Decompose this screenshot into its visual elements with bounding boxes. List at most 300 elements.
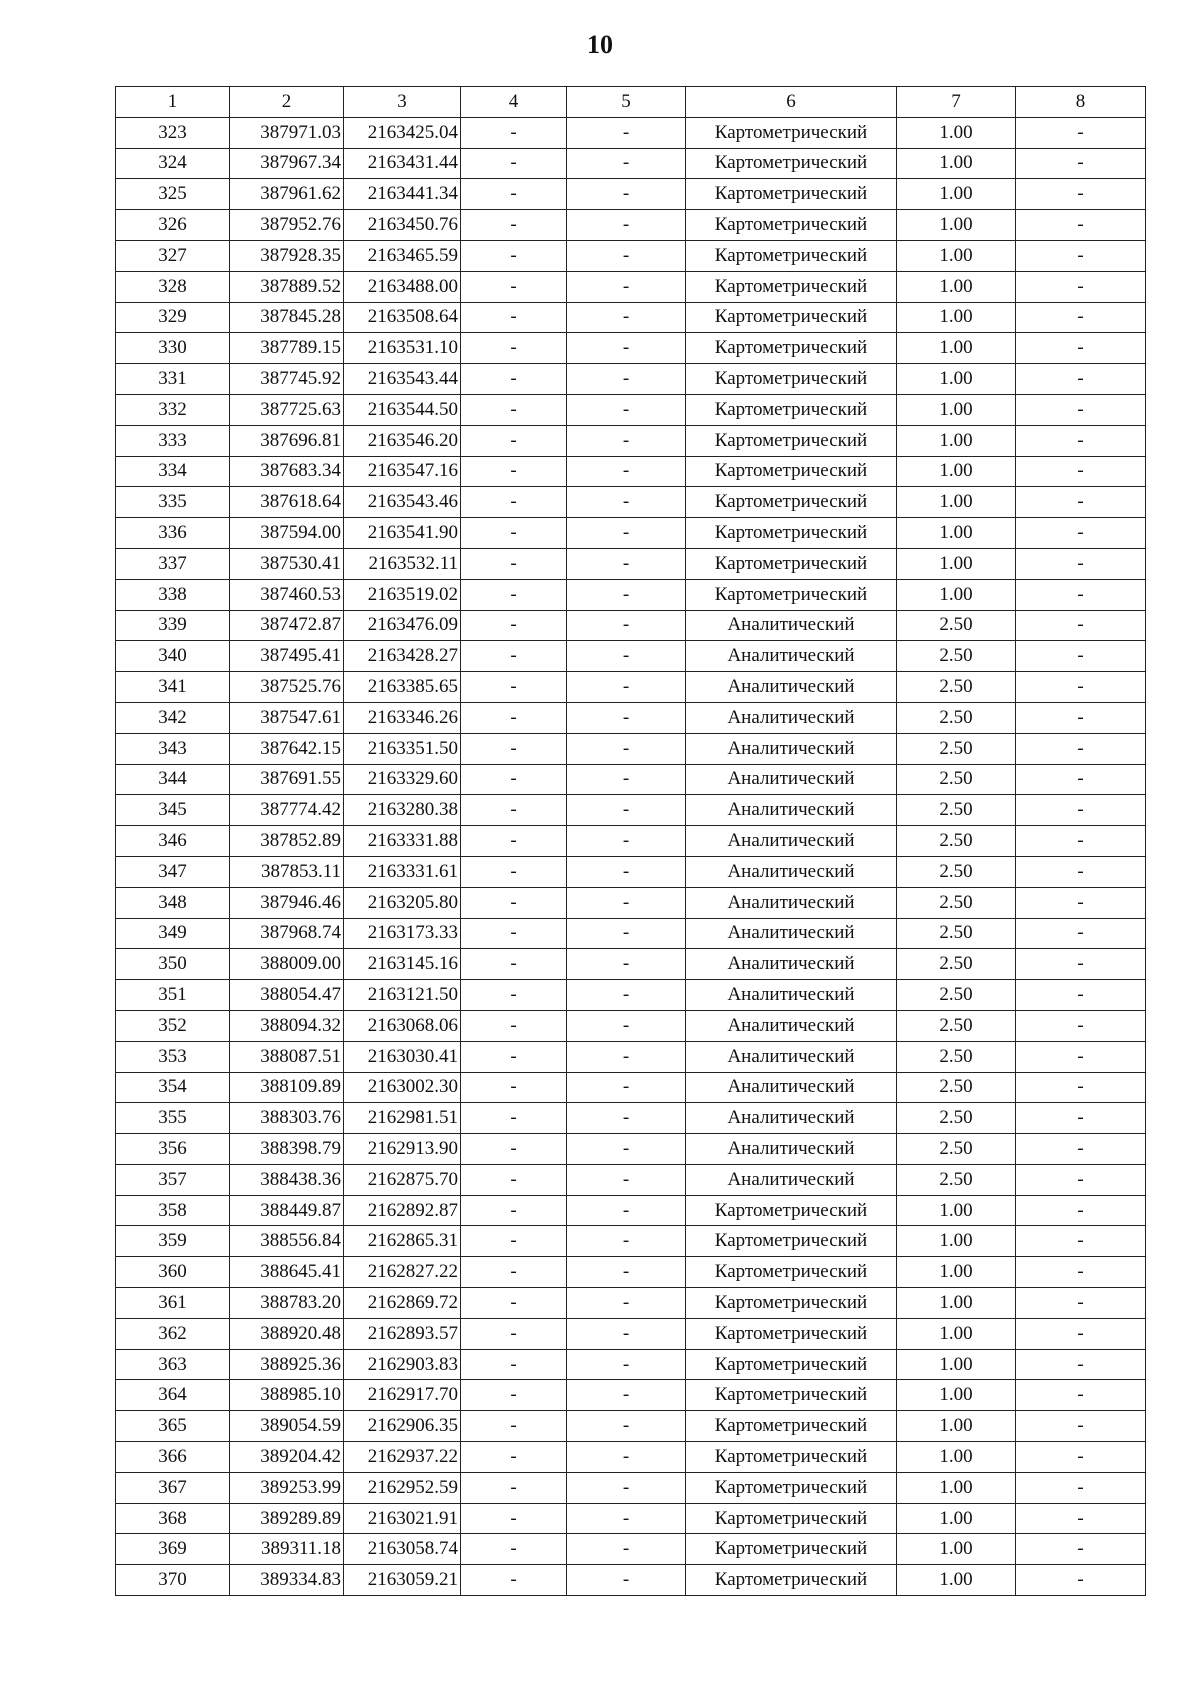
column-5-cell: - bbox=[567, 333, 686, 364]
column-4-cell: - bbox=[461, 1226, 567, 1257]
method-cell: Картометрический bbox=[686, 548, 897, 579]
x-coordinate-cell: 389253.99 bbox=[230, 1472, 344, 1503]
table-body bbox=[116, 117, 1146, 1595]
x-coordinate-cell: 388109.89 bbox=[230, 1072, 344, 1103]
table-row bbox=[116, 1041, 1146, 1072]
column-4-cell: - bbox=[461, 1195, 567, 1226]
column-4-cell: - bbox=[461, 795, 567, 826]
point-number-cell: 361 bbox=[116, 1288, 230, 1319]
accuracy-cell: 1.00 bbox=[897, 1195, 1016, 1226]
accuracy-cell: 1.00 bbox=[897, 1288, 1016, 1319]
point-number-cell: 369 bbox=[116, 1534, 230, 1565]
method-cell: Картометрический bbox=[686, 425, 897, 456]
column-5-cell: - bbox=[567, 1503, 686, 1534]
accuracy-cell: 1.00 bbox=[897, 394, 1016, 425]
column-4-cell: - bbox=[461, 1503, 567, 1534]
column-5-cell: - bbox=[567, 148, 686, 179]
accuracy-cell: 1.00 bbox=[897, 302, 1016, 333]
column-8-cell: - bbox=[1016, 1565, 1146, 1596]
column-5-cell: - bbox=[567, 210, 686, 241]
method-cell: Аналитический bbox=[686, 1103, 897, 1134]
table-row bbox=[116, 579, 1146, 610]
x-coordinate-cell: 387618.64 bbox=[230, 487, 344, 518]
y-coordinate-cell: 2163030.41 bbox=[344, 1041, 461, 1072]
point-number-cell: 370 bbox=[116, 1565, 230, 1596]
column-4-cell: - bbox=[461, 579, 567, 610]
column-5-cell: - bbox=[567, 179, 686, 210]
method-cell: Картометрический bbox=[686, 1195, 897, 1226]
method-cell: Аналитический bbox=[686, 641, 897, 672]
x-coordinate-cell: 387971.03 bbox=[230, 117, 344, 148]
column-8-cell: - bbox=[1016, 1041, 1146, 1072]
column-5-cell: - bbox=[567, 1380, 686, 1411]
accuracy-cell: 1.00 bbox=[897, 179, 1016, 210]
column-header: 6 bbox=[686, 87, 897, 118]
y-coordinate-cell: 2163546.20 bbox=[344, 425, 461, 456]
point-number-cell: 328 bbox=[116, 271, 230, 302]
column-5-cell: - bbox=[567, 302, 686, 333]
y-coordinate-cell: 2163465.59 bbox=[344, 240, 461, 271]
point-number-cell: 341 bbox=[116, 672, 230, 703]
y-coordinate-cell: 2163547.16 bbox=[344, 456, 461, 487]
method-cell: Картометрический bbox=[686, 1503, 897, 1534]
column-8-cell: - bbox=[1016, 795, 1146, 826]
method-cell: Аналитический bbox=[686, 672, 897, 703]
table-row bbox=[116, 702, 1146, 733]
x-coordinate-cell: 388783.20 bbox=[230, 1288, 344, 1319]
y-coordinate-cell: 2162906.35 bbox=[344, 1411, 461, 1442]
column-4-cell: - bbox=[461, 672, 567, 703]
method-cell: Аналитический bbox=[686, 1134, 897, 1165]
column-5-cell: - bbox=[567, 1164, 686, 1195]
point-number-cell: 352 bbox=[116, 1010, 230, 1041]
table-row bbox=[116, 240, 1146, 271]
y-coordinate-cell: 2163331.88 bbox=[344, 826, 461, 857]
y-coordinate-cell: 2162917.70 bbox=[344, 1380, 461, 1411]
column-4-cell: - bbox=[461, 1164, 567, 1195]
column-4-cell: - bbox=[461, 364, 567, 395]
column-4-cell: - bbox=[461, 1565, 567, 1596]
column-5-cell: - bbox=[567, 240, 686, 271]
column-4-cell: - bbox=[461, 117, 567, 148]
column-header: 1 bbox=[116, 87, 230, 118]
method-cell: Картометрический bbox=[686, 1565, 897, 1596]
column-4-cell: - bbox=[461, 394, 567, 425]
table-row bbox=[116, 610, 1146, 641]
accuracy-cell: 2.50 bbox=[897, 1103, 1016, 1134]
method-cell: Картометрический bbox=[686, 1288, 897, 1319]
column-header: 2 bbox=[230, 87, 344, 118]
y-coordinate-cell: 2163425.04 bbox=[344, 117, 461, 148]
column-5-cell: - bbox=[567, 1195, 686, 1226]
accuracy-cell: 1.00 bbox=[897, 117, 1016, 148]
column-8-cell: - bbox=[1016, 210, 1146, 241]
column-8-cell: - bbox=[1016, 425, 1146, 456]
column-4-cell: - bbox=[461, 1288, 567, 1319]
column-8-cell: - bbox=[1016, 579, 1146, 610]
point-number-cell: 332 bbox=[116, 394, 230, 425]
column-5-cell: - bbox=[567, 425, 686, 456]
column-4-cell: - bbox=[461, 641, 567, 672]
accuracy-cell: 2.50 bbox=[897, 641, 1016, 672]
accuracy-cell: 2.50 bbox=[897, 1134, 1016, 1165]
point-number-cell: 368 bbox=[116, 1503, 230, 1534]
y-coordinate-cell: 2163059.21 bbox=[344, 1565, 461, 1596]
x-coordinate-cell: 387967.34 bbox=[230, 148, 344, 179]
column-8-cell: - bbox=[1016, 856, 1146, 887]
column-4-cell: - bbox=[461, 1318, 567, 1349]
column-header: 3 bbox=[344, 87, 461, 118]
y-coordinate-cell: 2162865.31 bbox=[344, 1226, 461, 1257]
column-5-cell: - bbox=[567, 1318, 686, 1349]
point-number-cell: 323 bbox=[116, 117, 230, 148]
column-4-cell: - bbox=[461, 179, 567, 210]
method-cell: Картометрический bbox=[686, 179, 897, 210]
y-coordinate-cell: 2162893.57 bbox=[344, 1318, 461, 1349]
x-coordinate-cell: 387472.87 bbox=[230, 610, 344, 641]
column-8-cell: - bbox=[1016, 333, 1146, 364]
point-number-cell: 359 bbox=[116, 1226, 230, 1257]
method-cell: Картометрический bbox=[686, 148, 897, 179]
accuracy-cell: 1.00 bbox=[897, 1565, 1016, 1596]
column-4-cell: - bbox=[461, 702, 567, 733]
accuracy-cell: 2.50 bbox=[897, 980, 1016, 1011]
table-row bbox=[116, 1349, 1146, 1380]
method-cell: Картометрический bbox=[686, 1534, 897, 1565]
table-row bbox=[116, 1565, 1146, 1596]
accuracy-cell: 1.00 bbox=[897, 425, 1016, 456]
x-coordinate-cell: 387889.52 bbox=[230, 271, 344, 302]
accuracy-cell: 1.00 bbox=[897, 1226, 1016, 1257]
column-4-cell: - bbox=[461, 764, 567, 795]
accuracy-cell: 2.50 bbox=[897, 702, 1016, 733]
accuracy-cell: 1.00 bbox=[897, 1503, 1016, 1534]
column-8-cell: - bbox=[1016, 1072, 1146, 1103]
column-5-cell: - bbox=[567, 364, 686, 395]
point-number-cell: 344 bbox=[116, 764, 230, 795]
method-cell: Картометрический bbox=[686, 364, 897, 395]
column-4-cell: - bbox=[461, 425, 567, 456]
y-coordinate-cell: 2162892.87 bbox=[344, 1195, 461, 1226]
method-cell: Картометрический bbox=[686, 394, 897, 425]
accuracy-cell: 1.00 bbox=[897, 1349, 1016, 1380]
x-coordinate-cell: 387547.61 bbox=[230, 702, 344, 733]
y-coordinate-cell: 2162869.72 bbox=[344, 1288, 461, 1319]
accuracy-cell: 2.50 bbox=[897, 1041, 1016, 1072]
x-coordinate-cell: 388009.00 bbox=[230, 949, 344, 980]
method-cell: Картометрический bbox=[686, 1442, 897, 1473]
method-cell: Аналитический bbox=[686, 887, 897, 918]
method-cell: Картометрический bbox=[686, 1472, 897, 1503]
column-8-cell: - bbox=[1016, 1103, 1146, 1134]
point-number-cell: 330 bbox=[116, 333, 230, 364]
x-coordinate-cell: 387525.76 bbox=[230, 672, 344, 703]
column-4-cell: - bbox=[461, 548, 567, 579]
x-coordinate-cell: 387696.81 bbox=[230, 425, 344, 456]
accuracy-cell: 2.50 bbox=[897, 610, 1016, 641]
method-cell: Картометрический bbox=[686, 271, 897, 302]
table-row bbox=[116, 826, 1146, 857]
column-4-cell: - bbox=[461, 1380, 567, 1411]
column-5-cell: - bbox=[567, 456, 686, 487]
x-coordinate-cell: 387460.53 bbox=[230, 579, 344, 610]
point-number-cell: 343 bbox=[116, 733, 230, 764]
point-number-cell: 340 bbox=[116, 641, 230, 672]
y-coordinate-cell: 2163121.50 bbox=[344, 980, 461, 1011]
column-5-cell: - bbox=[567, 980, 686, 1011]
table-row bbox=[116, 1195, 1146, 1226]
column-5-cell: - bbox=[567, 918, 686, 949]
y-coordinate-cell: 2163331.61 bbox=[344, 856, 461, 887]
column-5-cell: - bbox=[567, 764, 686, 795]
column-8-cell: - bbox=[1016, 179, 1146, 210]
method-cell: Аналитический bbox=[686, 795, 897, 826]
column-8-cell: - bbox=[1016, 1134, 1146, 1165]
accuracy-cell: 1.00 bbox=[897, 1411, 1016, 1442]
accuracy-cell: 1.00 bbox=[897, 1472, 1016, 1503]
method-cell: Аналитический bbox=[686, 1041, 897, 1072]
method-cell: Картометрический bbox=[686, 456, 897, 487]
accuracy-cell: 2.50 bbox=[897, 1164, 1016, 1195]
column-5-cell: - bbox=[567, 702, 686, 733]
point-number-cell: 357 bbox=[116, 1164, 230, 1195]
y-coordinate-cell: 2163544.50 bbox=[344, 394, 461, 425]
point-number-cell: 335 bbox=[116, 487, 230, 518]
x-coordinate-cell: 388645.41 bbox=[230, 1257, 344, 1288]
accuracy-cell: 2.50 bbox=[897, 1010, 1016, 1041]
table-row bbox=[116, 1134, 1146, 1165]
y-coordinate-cell: 2163543.46 bbox=[344, 487, 461, 518]
table-row bbox=[116, 271, 1146, 302]
y-coordinate-cell: 2163068.06 bbox=[344, 1010, 461, 1041]
column-5-cell: - bbox=[567, 1534, 686, 1565]
accuracy-cell: 2.50 bbox=[897, 887, 1016, 918]
point-number-cell: 329 bbox=[116, 302, 230, 333]
x-coordinate-cell: 389204.42 bbox=[230, 1442, 344, 1473]
column-4-cell: - bbox=[461, 1411, 567, 1442]
x-coordinate-cell: 388985.10 bbox=[230, 1380, 344, 1411]
y-coordinate-cell: 2163508.64 bbox=[344, 302, 461, 333]
accuracy-cell: 1.00 bbox=[897, 487, 1016, 518]
point-number-cell: 348 bbox=[116, 887, 230, 918]
point-number-cell: 347 bbox=[116, 856, 230, 887]
column-5-cell: - bbox=[567, 548, 686, 579]
point-number-cell: 345 bbox=[116, 795, 230, 826]
table-row bbox=[116, 1072, 1146, 1103]
y-coordinate-cell: 2163532.11 bbox=[344, 548, 461, 579]
column-4-cell: - bbox=[461, 826, 567, 857]
point-number-cell: 362 bbox=[116, 1318, 230, 1349]
column-8-cell: - bbox=[1016, 826, 1146, 857]
table-row bbox=[116, 456, 1146, 487]
table-row bbox=[116, 548, 1146, 579]
method-cell: Аналитический bbox=[686, 856, 897, 887]
method-cell: Картометрический bbox=[686, 1257, 897, 1288]
table-row bbox=[116, 148, 1146, 179]
column-4-cell: - bbox=[461, 456, 567, 487]
method-cell: Картометрический bbox=[686, 117, 897, 148]
column-8-cell: - bbox=[1016, 1318, 1146, 1349]
x-coordinate-cell: 388438.36 bbox=[230, 1164, 344, 1195]
x-coordinate-cell: 388925.36 bbox=[230, 1349, 344, 1380]
table-row bbox=[116, 1257, 1146, 1288]
point-number-cell: 331 bbox=[116, 364, 230, 395]
column-8-cell: - bbox=[1016, 117, 1146, 148]
column-4-cell: - bbox=[461, 733, 567, 764]
column-4-cell: - bbox=[461, 980, 567, 1011]
method-cell: Аналитический bbox=[686, 610, 897, 641]
point-number-cell: 355 bbox=[116, 1103, 230, 1134]
y-coordinate-cell: 2163205.80 bbox=[344, 887, 461, 918]
column-8-cell: - bbox=[1016, 271, 1146, 302]
column-5-cell: - bbox=[567, 887, 686, 918]
y-coordinate-cell: 2162981.51 bbox=[344, 1103, 461, 1134]
accuracy-cell: 2.50 bbox=[897, 795, 1016, 826]
header-row bbox=[116, 87, 1146, 118]
column-5-cell: - bbox=[567, 672, 686, 703]
column-8-cell: - bbox=[1016, 1349, 1146, 1380]
column-8-cell: - bbox=[1016, 1257, 1146, 1288]
column-8-cell: - bbox=[1016, 1195, 1146, 1226]
column-5-cell: - bbox=[567, 1134, 686, 1165]
point-number-cell: 326 bbox=[116, 210, 230, 241]
point-number-cell: 351 bbox=[116, 980, 230, 1011]
column-8-cell: - bbox=[1016, 518, 1146, 549]
point-number-cell: 349 bbox=[116, 918, 230, 949]
point-number-cell: 350 bbox=[116, 949, 230, 980]
table-row bbox=[116, 856, 1146, 887]
method-cell: Аналитический bbox=[686, 826, 897, 857]
table-row bbox=[116, 333, 1146, 364]
accuracy-cell: 1.00 bbox=[897, 1442, 1016, 1473]
column-4-cell: - bbox=[461, 1072, 567, 1103]
accuracy-cell: 1.00 bbox=[897, 333, 1016, 364]
y-coordinate-cell: 2163021.91 bbox=[344, 1503, 461, 1534]
y-coordinate-cell: 2163385.65 bbox=[344, 672, 461, 703]
method-cell: Картометрический bbox=[686, 579, 897, 610]
column-4-cell: - bbox=[461, 949, 567, 980]
column-8-cell: - bbox=[1016, 733, 1146, 764]
point-number-cell: 342 bbox=[116, 702, 230, 733]
point-number-cell: 325 bbox=[116, 179, 230, 210]
y-coordinate-cell: 2163346.26 bbox=[344, 702, 461, 733]
x-coordinate-cell: 387928.35 bbox=[230, 240, 344, 271]
x-coordinate-cell: 387852.89 bbox=[230, 826, 344, 857]
column-8-cell: - bbox=[1016, 1472, 1146, 1503]
column-8-cell: - bbox=[1016, 949, 1146, 980]
y-coordinate-cell: 2163280.38 bbox=[344, 795, 461, 826]
column-5-cell: - bbox=[567, 1349, 686, 1380]
table-row bbox=[116, 210, 1146, 241]
column-5-cell: - bbox=[567, 949, 686, 980]
x-coordinate-cell: 387853.11 bbox=[230, 856, 344, 887]
accuracy-cell: 1.00 bbox=[897, 240, 1016, 271]
column-5-cell: - bbox=[567, 579, 686, 610]
table-row bbox=[116, 887, 1146, 918]
column-4-cell: - bbox=[461, 856, 567, 887]
accuracy-cell: 1.00 bbox=[897, 548, 1016, 579]
column-5-cell: - bbox=[567, 271, 686, 302]
method-cell: Картометрический bbox=[686, 518, 897, 549]
y-coordinate-cell: 2163488.00 bbox=[344, 271, 461, 302]
column-8-cell: - bbox=[1016, 148, 1146, 179]
y-coordinate-cell: 2163519.02 bbox=[344, 579, 461, 610]
y-coordinate-cell: 2163476.09 bbox=[344, 610, 461, 641]
y-coordinate-cell: 2162952.59 bbox=[344, 1472, 461, 1503]
column-8-cell: - bbox=[1016, 918, 1146, 949]
accuracy-cell: 1.00 bbox=[897, 456, 1016, 487]
table-row bbox=[116, 394, 1146, 425]
column-8-cell: - bbox=[1016, 487, 1146, 518]
column-4-cell: - bbox=[461, 333, 567, 364]
table-row bbox=[116, 795, 1146, 826]
y-coordinate-cell: 2163329.60 bbox=[344, 764, 461, 795]
column-5-cell: - bbox=[567, 487, 686, 518]
column-5-cell: - bbox=[567, 1411, 686, 1442]
point-number-cell: 337 bbox=[116, 548, 230, 579]
table-row bbox=[116, 980, 1146, 1011]
point-number-cell: 365 bbox=[116, 1411, 230, 1442]
method-cell: Аналитический bbox=[686, 1010, 897, 1041]
column-5-cell: - bbox=[567, 518, 686, 549]
table-row bbox=[116, 179, 1146, 210]
column-5-cell: - bbox=[567, 826, 686, 857]
column-8-cell: - bbox=[1016, 1411, 1146, 1442]
column-header: 7 bbox=[897, 87, 1016, 118]
column-4-cell: - bbox=[461, 887, 567, 918]
x-coordinate-cell: 387745.92 bbox=[230, 364, 344, 395]
column-5-cell: - bbox=[567, 1072, 686, 1103]
column-5-cell: - bbox=[567, 1103, 686, 1134]
column-8-cell: - bbox=[1016, 610, 1146, 641]
column-8-cell: - bbox=[1016, 548, 1146, 579]
column-5-cell: - bbox=[567, 1226, 686, 1257]
table-row bbox=[116, 1226, 1146, 1257]
column-5-cell: - bbox=[567, 1565, 686, 1596]
method-cell: Картометрический bbox=[686, 487, 897, 518]
column-8-cell: - bbox=[1016, 456, 1146, 487]
column-4-cell: - bbox=[461, 1041, 567, 1072]
column-4-cell: - bbox=[461, 1534, 567, 1565]
method-cell: Аналитический bbox=[686, 1072, 897, 1103]
column-8-cell: - bbox=[1016, 394, 1146, 425]
column-8-cell: - bbox=[1016, 672, 1146, 703]
column-8-cell: - bbox=[1016, 240, 1146, 271]
y-coordinate-cell: 2163431.44 bbox=[344, 148, 461, 179]
table-row bbox=[116, 518, 1146, 549]
accuracy-cell: 1.00 bbox=[897, 1257, 1016, 1288]
x-coordinate-cell: 389054.59 bbox=[230, 1411, 344, 1442]
column-header: 8 bbox=[1016, 87, 1146, 118]
table-row bbox=[116, 302, 1146, 333]
point-number-cell: 338 bbox=[116, 579, 230, 610]
accuracy-cell: 1.00 bbox=[897, 364, 1016, 395]
table-row bbox=[116, 1288, 1146, 1319]
x-coordinate-cell: 387530.41 bbox=[230, 548, 344, 579]
x-coordinate-cell: 387683.34 bbox=[230, 456, 344, 487]
method-cell: Картометрический bbox=[686, 333, 897, 364]
column-4-cell: - bbox=[461, 302, 567, 333]
y-coordinate-cell: 2163441.34 bbox=[344, 179, 461, 210]
column-4-cell: - bbox=[461, 918, 567, 949]
method-cell: Аналитический bbox=[686, 980, 897, 1011]
column-8-cell: - bbox=[1016, 702, 1146, 733]
column-4-cell: - bbox=[461, 487, 567, 518]
column-4-cell: - bbox=[461, 1257, 567, 1288]
table-row bbox=[116, 1318, 1146, 1349]
x-coordinate-cell: 387691.55 bbox=[230, 764, 344, 795]
table-row bbox=[116, 1411, 1146, 1442]
